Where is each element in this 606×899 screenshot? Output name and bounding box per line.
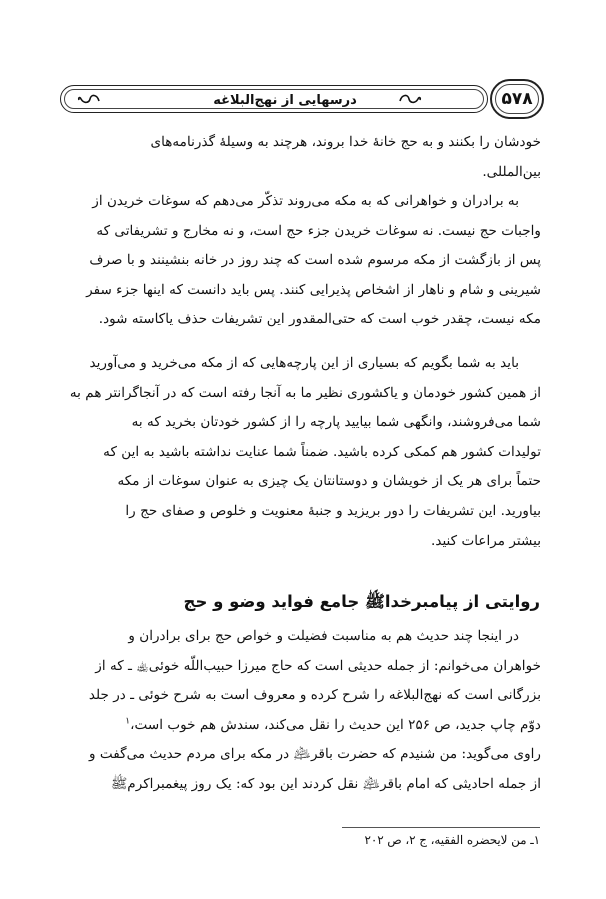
page-number: ۵۷۸: [501, 89, 533, 109]
paragraph-line: به برادران و خواهرانی که به مکه می‌روند تذکّر می‌دهم که سوغات خریدن از: [92, 193, 519, 209]
footnote-reference[interactable]: ۱: [125, 716, 131, 727]
paragraph-line: حتماً برای هر یک از خویشان و دوستانتان یک چیزی به عنوان سوغات از مکه: [117, 473, 541, 490]
paragraph-line: واجبات حج نیست. نه سوغات خریدن جزء حج است، و نه مخارج و تشریفاتی که: [96, 222, 541, 239]
paragraph-2: [67, 187, 541, 335]
header-title: درسهایی از نهج‌البلاغه: [213, 93, 357, 108]
paragraph-line: پس از بازگشت از مکه مرسوم شده است که چند روز در خانه بنشینند و با صرف: [89, 252, 541, 269]
paragraph-line: خواهران می‌خوانم: از جمله حدیثی است که حاج میرزا حبیب‌اللّه خوئی﵀ ـ که از: [95, 657, 541, 674]
paragraph-line: از همین کشور خودمان و یاکشوری نظیر ما به آنجا رفته است که در آنجاگرانتر هم به: [69, 384, 541, 401]
running-header: [60, 79, 544, 119]
paragraph-line: شما می‌فروشند، وانگهی شما بیایید پارچه را از کشور خودتان بخرید که به: [131, 414, 541, 431]
paragraph-line: از جمله احادیثی که امام باقر﵇ نقل کردند این بود که: یک روز پیغمبراکرمﷺ: [110, 775, 541, 792]
section-heading: روایتی از پیامبرخداﷺ جامع فواید وضو و حج: [183, 592, 540, 611]
paragraph-line-with-footnote: [67, 711, 541, 741]
ornament-right-icon: [398, 92, 422, 109]
paragraph-line: بین‌المللی.: [482, 163, 541, 180]
section-paragraph: [67, 622, 541, 800]
page-number-box: [490, 79, 544, 119]
paragraph-line: بیاورید. این تشریفات را دور بریزید و جنبهٔ معنویت و خلوص و صفای حج را: [125, 502, 541, 519]
paragraph-line: راوی می‌گوید: من شنیدم که حضرت باقر﵇ در مکه برای مردم حدیث می‌گفت و: [89, 746, 541, 763]
paragraph-line: بیشتر مراعات کنید.: [431, 532, 541, 549]
paragraph-line: بزرگانی است که نهج‌البلاغه را شرح کرده و معروف است به شرح خوئی ـ در جلد: [88, 687, 541, 704]
paragraph-line: شیرینی و شام و ناهار از اشخاص پذیرایی کنند. پس باید دانست که اینها جزء سفر: [86, 281, 541, 298]
footnote-divider: [342, 827, 540, 828]
paragraph-line: مکه نیست، چقدر خوب است که حتی‌المقدور این تشریفات حذف یاکاسته شود.: [98, 311, 541, 328]
paragraph-line: باید به شما بگویم که بسیاری از این پارچه‌هایی که از مکه می‌خرید و می‌آورید: [89, 355, 519, 371]
ornament-left-icon: [77, 92, 101, 109]
paragraph-line-text: دوّم چاپ جدید، ص ۲۵۶ این حدیث را نقل می‌کند، سندش هم خوب است،: [130, 716, 541, 733]
paragraph-line: خودشان را بکنند و به حج خانهٔ خدا بروند، هرچند به وسیلهٔ گذرنامه‌های: [150, 134, 541, 150]
paragraph-line: در اینجا چند حدیث هم به مناسبت فضیلت و خواص حج برای برادران و: [128, 628, 519, 644]
paragraph-line: تولیدات کشور هم کمکی کرده باشید. ضمناً شما عنایت نداشته باشید به این که: [103, 443, 541, 460]
paragraph-3: [67, 349, 541, 556]
footnote: ۱ـ من لایحضره الفقیه، ج ۲، ص ۲۰۲: [364, 833, 540, 847]
paragraph-1: [67, 128, 541, 187]
